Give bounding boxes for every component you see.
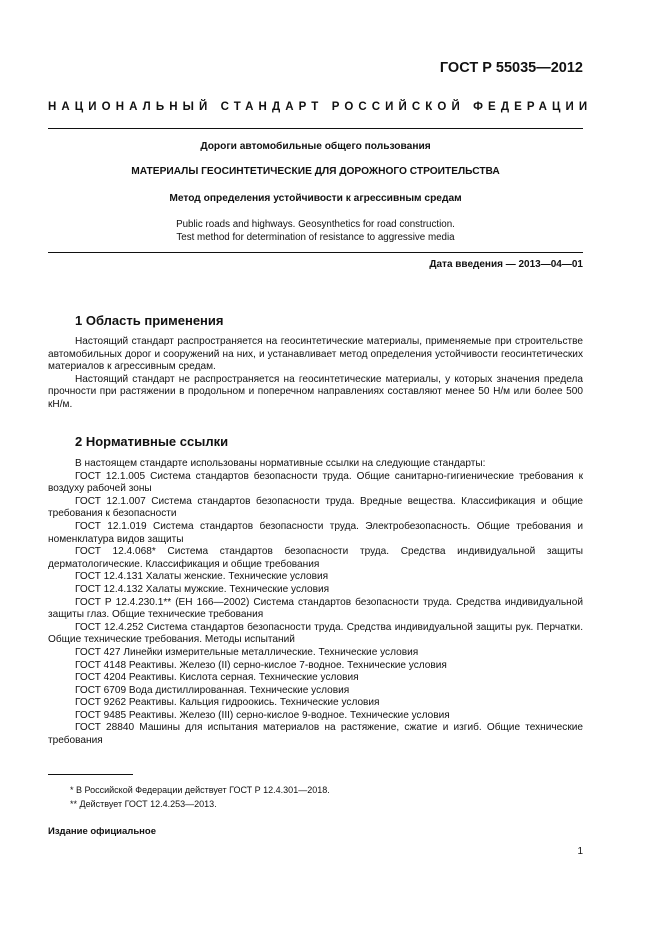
footnote-rule [48,774,133,775]
middle-rule [48,252,583,253]
title-line-1: Дороги автомобильные общего пользования [200,141,431,152]
paragraph: Настоящий стандарт распространяется на геосинтетические материалы, применяемые при строительстве автомобильных дорог и сооружений на них, и устанавливает метод определения устойчивости геосинтетических материалов к агрессивным средам. [48,336,583,373]
english-title-line-1: Public roads and highways. Geosynthetics for road construction. [176,219,455,230]
english-title [48,218,583,244]
footnote: ** Действует ГОСТ 12.4.253—2013. [70,798,217,809]
section-2-heading: 2 Нормативные ссылки [75,434,229,449]
reference-item: ГОСТ 4148 Реактивы. Железо (II) серно-кислое 7-водное. Технические условия [75,659,447,671]
reference-item: ГОСТ 12.1.007 Система стандартов безопасности труда. Вредные вещества. Классификация и общие требования к безопасности [48,495,583,520]
footnote: * В Российской Федерации действует ГОСТ Р 12.4.301—2018. [70,785,330,795]
reference-item: ГОСТ 9485 Реактивы. Железо (III) серно-кислое 9-водное. Технические условия [75,709,450,721]
reference-item: ГОСТ 6709 Вода дистиллированная. Технические условия [75,684,350,696]
paragraph: Настоящий стандарт не распространяется на геосинтетические материалы, у которых значения предела прочности при растяжении в продольном и поперечном направлениях составляют менее 50 Н/м или более 500 кН/м. [48,373,583,410]
section-1-body [48,336,583,412]
edition-label: Издание официальное [48,826,156,837]
reference-item: ГОСТ 28840 Машины для испытания материалов на растяжение, сжатие и изгиб. Общие технические требования [48,722,583,747]
paragraph: В настоящем стандарте использованы нормативные ссылки на следующие стандарты: [75,458,486,469]
footnotes [70,784,330,811]
reference-item: ГОСТ 4204 Реактивы. Кислота серная. Технические условия [75,672,359,684]
top-rule [48,128,583,129]
gost-number: ГОСТ Р 55035—2012 [439,60,583,76]
title-line-3: Метод определения устойчивости к агрессивным средам [169,193,462,204]
reference-item: ГОСТ 9262 Реактивы. Кальция гидроокись. Технические условия [75,697,380,709]
national-standard-title: НАЦИОНАЛЬНЫЙ СТАНДАРТ РОССИЙСКОЙ ФЕДЕРАЦИИ [48,101,593,113]
reference-item: ГОСТ 12.1.005 Система стандартов безопасности труда. Общие санитарно-гигиенические требования к воздуху рабочей зоны [48,470,583,495]
reference-item: ГОСТ 12.4.068* Система стандартов безопасности труда. Средства индивидуальной защиты дерматологические. Классификация и общие требования [48,546,583,570]
reference-item: ГОСТ 12.1.019 Система стандартов безопасности труда. Электробезопасность. Общие требования и номенклатура видов защиты [48,520,583,545]
english-title-line-2: Test method for determination of resistance to aggressive media [176,232,455,243]
section-1-heading: 1 Область применения [75,313,224,328]
reference-item: ГОСТ 427 Линейки измерительные металлические. Технические условия [75,646,419,658]
page-number: 1 [577,846,583,857]
reference-item: ГОСТ 12.4.131 Халаты женские. Технические условия [75,571,329,583]
section-2-body [48,458,583,748]
title-line-2: МАТЕРИАЛЫ ГЕОСИНТЕТИЧЕСКИЕ ДЛЯ ДОРОЖНОГО СТРОИТЕЛЬСТВА [131,166,500,177]
reference-item: ГОСТ 12.4.252 Система стандартов безопасности труда. Средства индивидуальной защиты рук. Перчатки. Общие технические требования. Методы испытаний [48,621,583,646]
reference-item: ГОСТ Р 12.4.230.1** (ЕН 166—2002) Система стандартов безопасности труда. Средства индивидуальной защиты глаз. Общие технические требования [48,596,583,621]
introduction-date: Дата введения — 2013—04—01 [429,259,583,270]
reference-item: ГОСТ 12.4.132 Халаты мужские. Технические условия [75,583,330,595]
